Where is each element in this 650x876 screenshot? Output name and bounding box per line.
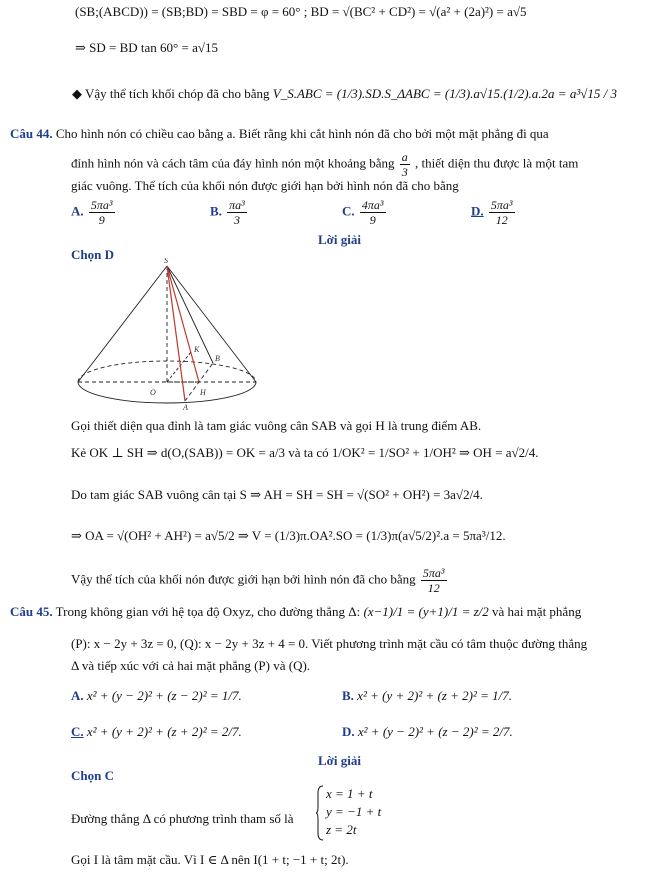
q45-solution-title: Lời giải xyxy=(318,753,361,768)
q45-line-1 xyxy=(10,604,581,620)
q45-line-2: (P): x − 2y + 3z = 0, (Q): x − 2y + 3z + 4 = 0. Viết phương trình mặt cầu có tâm thuộc đường thẳng xyxy=(71,636,588,651)
q45-param-text: Đường thẳng Δ có phương trình tham số là xyxy=(71,811,294,826)
q44-line-3: giác vuông. Thể tích của khối nón được giới hạn bởi hình nón đã cho bằng xyxy=(71,178,459,193)
q44-option-b[interactable]: B. $\frac{\text{πa³}}{3}$ xyxy=(210,198,245,227)
brace-icon xyxy=(316,785,324,841)
label-s: S xyxy=(164,258,168,265)
q44-line-2 xyxy=(71,150,578,179)
top-formula-line-2: ⇒ SD = BD tan 60° = a√15 xyxy=(75,40,218,55)
q44-solution-line-5 xyxy=(71,566,449,595)
q44-text-2b: , thiết diện thu được là một tam xyxy=(414,155,579,171)
q44-solution-title: Lời giải xyxy=(318,232,361,247)
q45-last-line: Gọi I là tâm mặt cầu. Vì I ∈ Δ nên I(1 + t; −1 + t; 2t). xyxy=(71,852,349,867)
q45-label: Câu 45. xyxy=(10,604,53,619)
param-line-x: x = 1 + t xyxy=(326,786,373,801)
q45-choice: Chọn C xyxy=(71,768,114,783)
q44-solution-line-3: Do tam giác SAB vuông cân tại S ⇒ AH = SH = SH = √(SO² + OH²) = 3a√2/4. xyxy=(71,487,483,502)
label-h: H xyxy=(200,388,206,397)
q45-line-3: Δ và tiếp xúc với cả hai mặt phẳng (P) và (Q). xyxy=(71,658,311,673)
conclusion-formula: V_S.ABC = (1/3).SD.S_ΔABC = (1/3).a√15.(1/2).a.2a = a³√15 / 3 xyxy=(272,86,617,101)
q44-label: Câu 44. xyxy=(10,126,53,141)
q44-option-d[interactable]: D. $\frac{\text{5πa³}}{12}$ xyxy=(471,198,513,227)
conclusion-text: Vậy thể tích khối chóp đã cho bằng xyxy=(85,86,270,101)
q44-distance-fraction: $\frac{a}{3}$ xyxy=(401,150,408,179)
bullet-icon: ◆ xyxy=(72,86,82,101)
q44-text-1: Cho hình nón có chiều cao bằng a. Biết rằng khi cắt hình nón đã cho bởi một mặt phẳng đi qua xyxy=(55,126,549,141)
param-line-y: y = −1 + t xyxy=(326,804,382,819)
q45-text-1b: và hai mặt phẳng xyxy=(492,604,582,619)
q44-option-a[interactable]: A. $\frac{\text{5πa³}}{9}$ xyxy=(71,198,113,227)
q45-option-a[interactable]: A. x² + (y − 2)² + (z − 2)² = 1/7. xyxy=(71,688,242,703)
q45-line-equation: (x−1)/1 = (y+1)/1 = z/2 xyxy=(363,604,489,619)
q44-line-1 xyxy=(10,126,549,142)
top-conclusion-line xyxy=(72,86,617,102)
q45-option-c[interactable]: C. x² + (y + 2)² + (z + 2)² = 2/7. xyxy=(71,724,242,739)
q45-option-d[interactable]: D. x² + (y − 2)² + (z − 2)² = 2/7. xyxy=(342,724,513,739)
q45-text-1a: Trong không gian với hệ tọa độ Oxyz, cho đường thẳng Δ: xyxy=(55,604,361,619)
q44-choice: Chọn D xyxy=(71,247,114,262)
q44-text-2a: đỉnh hình nón và cách tâm của đáy hình nón một khoảng bằng xyxy=(71,155,395,171)
q44-solution-line-4: ⇒ OA = √(OH² + AH²) = a√5/2 ⇒ V = (1/3)π.OA².SO = (1/3)π(a√5/2)².a = 5πa³/12. xyxy=(71,528,506,543)
q44-option-c[interactable]: C. $\frac{\text{4πa³}}{9}$ xyxy=(342,198,384,227)
param-line-z: z = 2t xyxy=(326,822,357,837)
q44-solution-line-2: Kẻ OK ⊥ SH ⇒ d(O,(SAB)) = OK = a/3 và ta có 1/OK² = 1/SO² + 1/OH² ⇒ OH = a√2/4. xyxy=(71,445,539,460)
q44-solution-line-1: Gọi thiết diện qua đỉnh là tam giác vuông cân SAB và gọi H là trung điểm AB. xyxy=(71,418,482,433)
q45-option-b[interactable]: B. x² + (y + 2)² + (z + 2)² = 1/7. xyxy=(342,688,513,703)
base-front-arc xyxy=(78,382,256,403)
q44-conclusion-text: Vậy thể tích của khối nón được giới hạn bởi hình nón đã cho bằng xyxy=(71,571,416,587)
top-formula-line-1: (SB;(ABCD)) = (SB;BD) = SBD = φ = 60° ; BD = √(BC² + CD²) = √(a² + (2a)²) = a√5 xyxy=(75,4,527,19)
cone-figure xyxy=(70,258,270,416)
label-a: A xyxy=(183,403,188,412)
q44-conclusion-fraction: $\frac{\text{5πa³}}{12}$ xyxy=(422,566,445,595)
label-o: O xyxy=(150,388,156,397)
label-b: B xyxy=(215,354,220,363)
cone-left-edge xyxy=(78,266,167,382)
label-k: K xyxy=(194,345,200,354)
